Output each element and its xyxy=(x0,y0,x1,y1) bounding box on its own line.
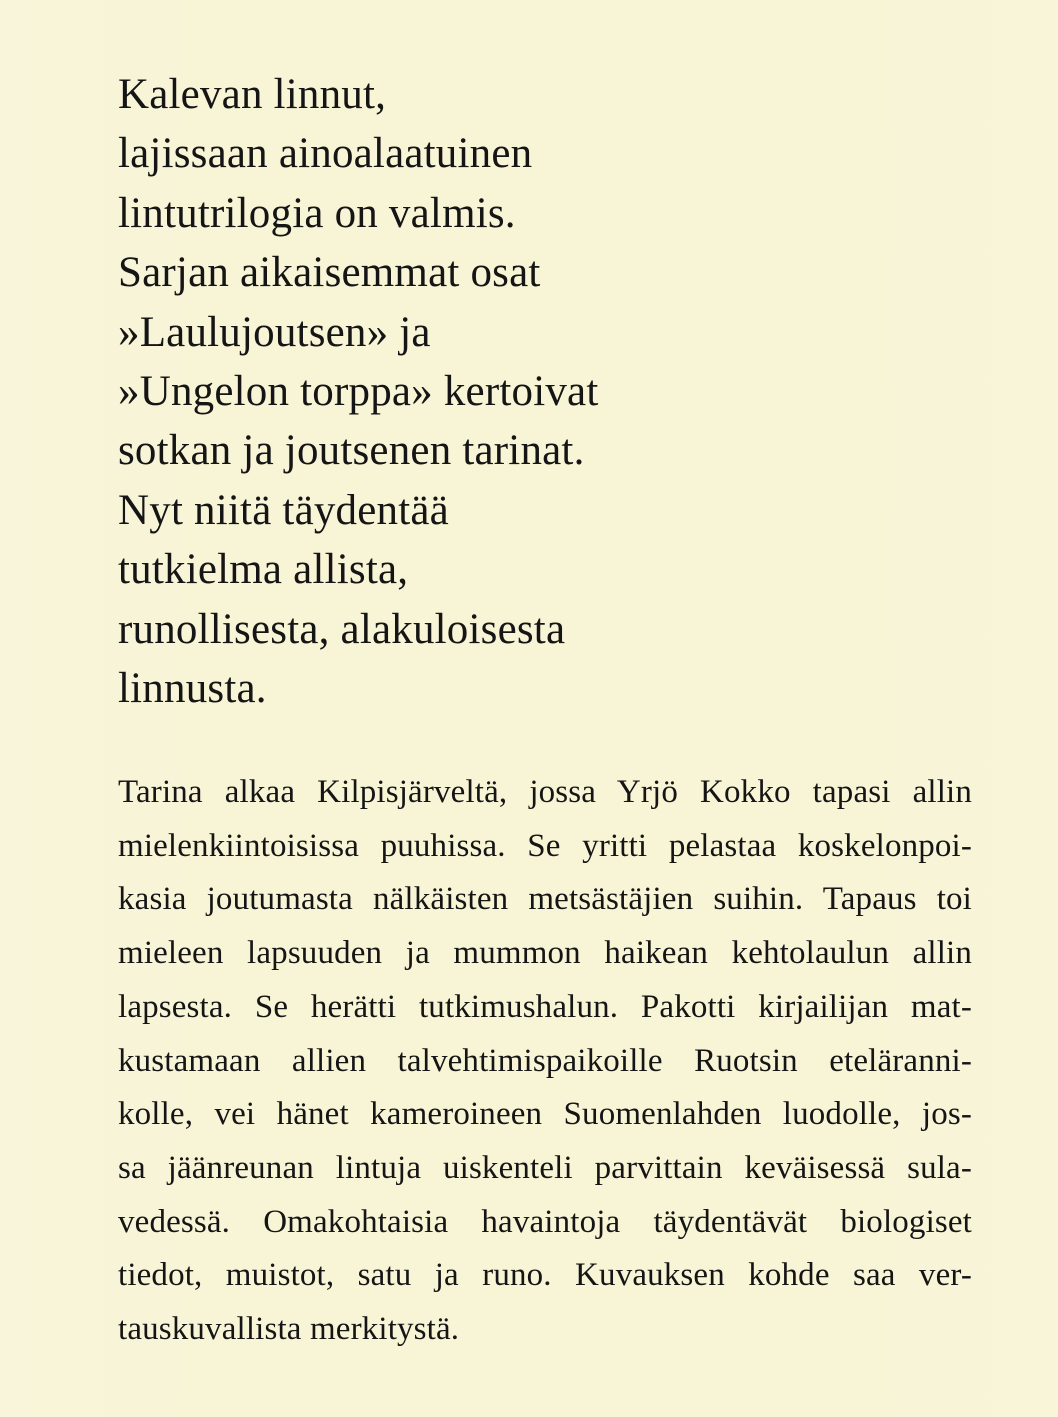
body-line: kasia joutumasta nälkäisten metsästäjien suihin. Tapaus toi xyxy=(118,881,972,918)
body-line: sa jäänreunan lintuja uiskenteli parvittain keväisessä sula- xyxy=(118,1149,972,1186)
body-line: mielenkiintoisissa puuhissa. Se yritti pelastaa koskelonpoi- xyxy=(118,827,972,864)
intro-line: »Laulujoutsen» ja xyxy=(118,308,431,356)
body-line: lapsesta. Se herätti tutkimushalun. Pakotti kirjailijan mat- xyxy=(118,988,972,1025)
intro-line: tutkielma allista, xyxy=(118,546,409,594)
intro-line: »Ungelon torppa» kertoivat xyxy=(118,368,599,416)
body-line: tiedot, muistot, satu ja runo. Kuvauksen kohde saa ver- xyxy=(118,1257,972,1294)
intro-text-block xyxy=(118,65,878,718)
body-paragraph xyxy=(118,766,972,1357)
body-line: vedessä. Omakohtaisia havaintoja täydentävät biologiset xyxy=(118,1203,972,1240)
intro-line: runollisesta, alakuloisesta xyxy=(118,605,566,653)
intro-line: Kalevan linnut, xyxy=(118,71,387,118)
body-line: tauskuvallista merkitystä. xyxy=(118,1311,460,1348)
intro-line: Nyt niitä täydentää xyxy=(118,486,449,534)
body-line: mieleen lapsuuden ja mummon haikean kehtolaulun allin xyxy=(118,935,972,972)
intro-line: sotkan ja joutsenen tarinat. xyxy=(118,427,585,475)
body-line: Tarina alkaa Kilpisjärveltä, jossa Yrjö Kokko tapasi allin xyxy=(118,774,972,810)
intro-line: lintutrilogia on valmis. xyxy=(118,189,516,237)
intro-line: Sarjan aikaisemmat osat xyxy=(118,249,541,297)
intro-line: lajissaan ainoalaatuinen xyxy=(118,130,533,178)
body-line: kustamaan allien talvehtimispaikoille Ruotsin eteläranni- xyxy=(118,1042,972,1079)
body-line: kolle, vei hänet kameroineen Suomenlahden luodolle, jos- xyxy=(118,1096,972,1133)
intro-line: linnusta. xyxy=(118,665,267,713)
